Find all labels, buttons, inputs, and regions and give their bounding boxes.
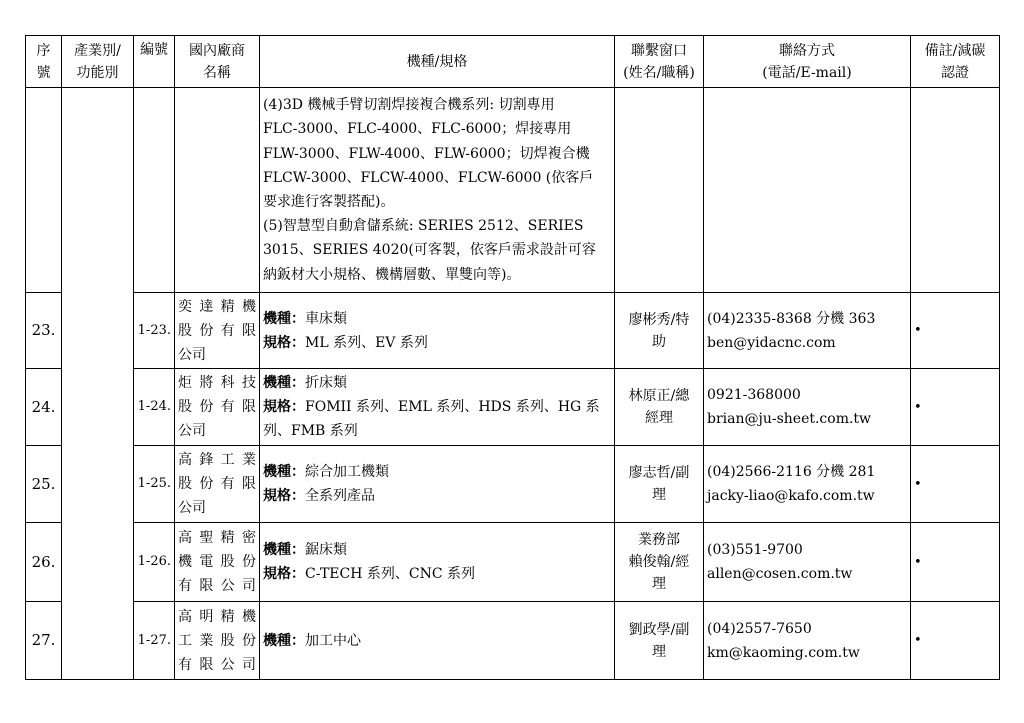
continuation-spec: (4)3D 機械手臂切割焊接複合機系列: 切割專用 FLC-3000、FLC-4000、FLC-6000；焊接專用 FLW-3000、FLW-4000、FLW-6000；切焊複合機 FLCW-3000、FLCW-4000、FLCW-6000 (依客戶 要求進行客製搭配)。 (5)智慧型自動倉儲系統: SERIES 2512、SERIES 3015、SERIES 4020(可客製，依客戶需求設計可容 納鈑材大小規格、機構層數、單雙向等)。 bbox=[260, 88, 615, 293]
header-vendor: 國內廠商 名稱 bbox=[175, 36, 260, 88]
window-cell: 業務部 賴俊翰/經 理 bbox=[615, 523, 704, 602]
header-spec: 機種/規格 bbox=[260, 36, 615, 88]
contact-cell: (04)2335-8368 分機 363 ben@yidacnc.com bbox=[704, 293, 911, 369]
header-contact: 聯絡方式 (電話/E-mail) bbox=[704, 36, 911, 88]
vendor-cell: 高鋒工業 股份有限 公司 bbox=[175, 446, 260, 523]
table-row bbox=[26, 602, 1000, 680]
seq-cell: 23. bbox=[26, 293, 62, 369]
spec-cell: 機種：車床類 規格：ML 系列、EV 系列 bbox=[260, 293, 615, 369]
spec-cell: 機種：折床類 規格：FOMII 系列、EML 系列、HDS 系列、HG 系列、FMB 系列 bbox=[260, 369, 615, 446]
code-cell: 1-23. bbox=[134, 293, 175, 369]
spec-cell: 機種：加工中心 bbox=[260, 602, 615, 680]
window-cell: 劉政學/副 理 bbox=[615, 602, 704, 680]
contact-cell: (03)551-9700 allen@cosen.com.tw bbox=[704, 523, 911, 602]
table-row bbox=[26, 369, 1000, 446]
table-row bbox=[26, 446, 1000, 523]
contact-cell: 0921-368000 brian@ju-sheet.com.tw bbox=[704, 369, 911, 446]
vendor-table bbox=[25, 35, 1000, 680]
window-cell: 廖志哲/副 理 bbox=[615, 446, 704, 523]
header-seq: 序 號 bbox=[26, 36, 62, 88]
vendor-cell: 高明精機 工業股份 有限公司 bbox=[175, 602, 260, 680]
vendor-cell: 高聖精密 機電股份 有限公司 bbox=[175, 523, 260, 602]
header-row bbox=[26, 36, 1000, 88]
contact-cell: (04)2557-7650 km@kaoming.com.tw bbox=[704, 602, 911, 680]
remark-cell: • bbox=[911, 523, 1000, 602]
code-cell: 1-25. bbox=[134, 446, 175, 523]
remark-cell: • bbox=[911, 369, 1000, 446]
window-cell: 林原正/總 經理 bbox=[615, 369, 704, 446]
table-row bbox=[26, 523, 1000, 602]
remark-cell: • bbox=[911, 446, 1000, 523]
code-cell: 1-27. bbox=[134, 602, 175, 680]
remark-cell: • bbox=[911, 602, 1000, 680]
industry-cell bbox=[62, 88, 134, 680]
header-code: 編號 bbox=[134, 36, 175, 88]
window-cell: 廖彬秀/特 助 bbox=[615, 293, 704, 369]
vendor-cell: 炬將科技 股份有限 公司 bbox=[175, 369, 260, 446]
seq-cell: 25. bbox=[26, 446, 62, 523]
spec-cell: 機種：鋸床類 規格：C-TECH 系列、CNC 系列 bbox=[260, 523, 615, 602]
seq-cell: 26. bbox=[26, 523, 62, 602]
code-cell: 1-26. bbox=[134, 523, 175, 602]
table-row bbox=[26, 293, 1000, 369]
header-window: 聯繫窗口 (姓名/職稱) bbox=[615, 36, 704, 88]
vendor-cell: 奕達精機 股份有限 公司 bbox=[175, 293, 260, 369]
seq-cell: 24. bbox=[26, 369, 62, 446]
code-cell: 1-24. bbox=[134, 369, 175, 446]
contact-cell: (04)2566-2116 分機 281 jacky-liao@kafo.com.tw bbox=[704, 446, 911, 523]
spec-cell: 機種：綜合加工機類 規格：全系列產品 bbox=[260, 446, 615, 523]
continuation-row bbox=[26, 88, 1000, 293]
header-industry: 產業別/ 功能別 bbox=[62, 36, 134, 88]
header-remark: 備註/減碳 認證 bbox=[911, 36, 1000, 88]
remark-cell: • bbox=[911, 293, 1000, 369]
seq-cell: 27. bbox=[26, 602, 62, 680]
